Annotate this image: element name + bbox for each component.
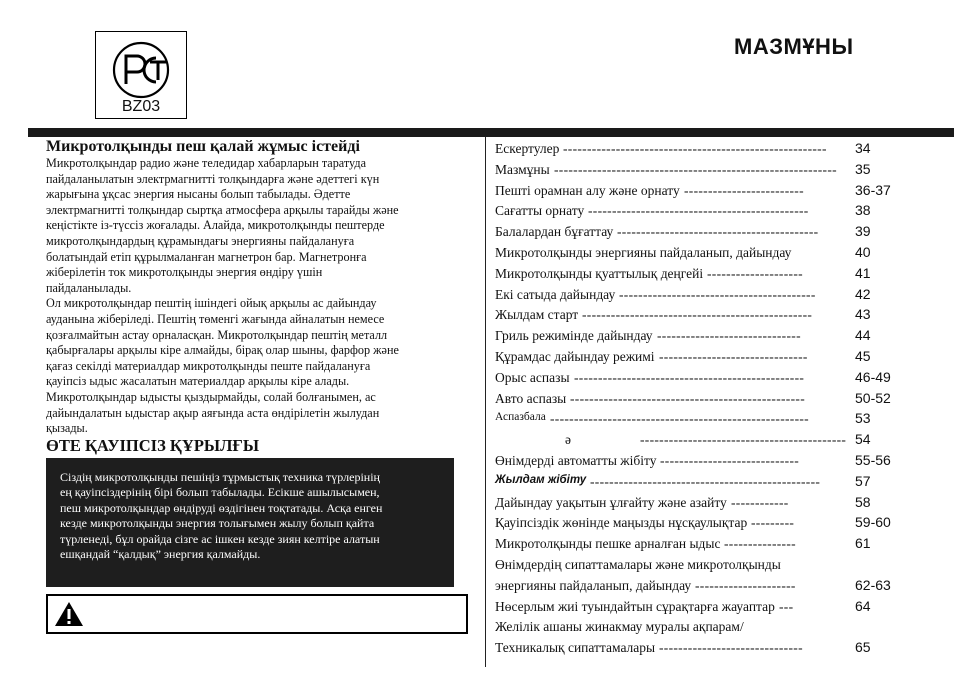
toc-entry	[495, 492, 935, 513]
toc-entry-page: 59-60	[855, 514, 891, 531]
toc-entry-page: 44	[855, 327, 871, 344]
toc-entry-title: Техникалық сипаттамалары	[495, 640, 656, 656]
toc-entry	[495, 325, 935, 346]
toc-entry-title: Микротолқынды энергияны пайдаланып, дайындау	[495, 244, 792, 260]
paragraph-line: жарығына ұқсас энергия нысаны болып табылады. Әдетте	[46, 187, 351, 202]
toc-entry-leader: ------------------------------	[657, 328, 801, 344]
table-of-contents	[495, 138, 935, 658]
logo-code: BZ03	[121, 98, 161, 115]
toc-entry	[495, 200, 935, 221]
toc-entry	[495, 284, 935, 305]
toc-entry	[495, 263, 935, 284]
toc-entry	[495, 512, 935, 533]
toc-entry-page: 42	[855, 285, 871, 302]
toc-entry-leader: -------------------------------------------------	[570, 390, 805, 406]
toc-entry-title: Нөсерлым жиі туындайтын сұрақтарға жауаптар	[495, 598, 775, 614]
toc-entry	[495, 388, 935, 409]
toc-entry-page: 41	[855, 264, 871, 281]
toc-entry-title: Микротолқынды қуаттылық деңгейі	[495, 265, 704, 281]
toc-entry-title: Құрамдас дайындау режимі	[495, 348, 655, 364]
toc-entry-leader: -----------------------------------------	[619, 286, 816, 302]
toc-entry	[495, 304, 935, 325]
section-heading-how-it-works: Микротолқынды пеш қалай жұмыс істейді	[46, 138, 360, 155]
paragraph-line: Ол микротолқындар пештің ішіндегі ойық арқылы ас дайындау	[46, 296, 377, 311]
notice-line: түрленеді, бұл орайда сізге ас ішкен кезде зиян келтіре алатын	[60, 531, 380, 546]
toc-entry-title: Ескертулер	[495, 141, 560, 156]
paragraph-line: қауіпсіз ыдыс жасалатын материалдар арқылы кіре алады.	[46, 374, 350, 389]
toc-entry-page: 39	[855, 223, 871, 240]
toc-entry-leader: --------------------	[707, 265, 803, 281]
toc-entry-title: Өнімдерді автоматты жібіту	[495, 452, 657, 468]
toc-entry-leader: -----------------------------	[660, 452, 800, 468]
toc-entry-title: Мазмұны	[495, 161, 550, 177]
certification-logo	[95, 31, 187, 119]
notice-line: ешқандай “қалдық” энергия қалмайды.	[60, 547, 261, 562]
toc-entry-leader: ---------	[751, 515, 795, 531]
notice-line: Сіздің микротолқынды пешіңіз тұрмыстық техника түрлерінің	[60, 470, 380, 484]
toc-entry-leader: -----------------------------------------------------------	[554, 161, 837, 177]
toc-entry-title: Орыс аспазы	[495, 369, 570, 385]
paragraph-line: болатындай етіп құрылмаланған магнетрон бар. Магнетронға	[46, 249, 367, 264]
notice-line: кезде микротолқынды энергия толығымен жылу болып қайта	[60, 516, 375, 531]
toc-entry-leader: ---	[779, 598, 794, 614]
toc-entry-title: Пешті орамнан алу және орнату	[495, 182, 680, 198]
toc-entry-page: 38	[855, 202, 871, 219]
toc-entry	[495, 159, 935, 180]
toc-entry-page: 65	[855, 639, 871, 656]
paragraph-line: қағаз секілді материалдар микротолқынды пеште пайдалануға	[46, 358, 371, 373]
toc-entry-title: Сағатты орнату	[495, 203, 585, 219]
toc-entry-leader: -------------------------------------------------------	[563, 141, 827, 156]
toc-entry-page: 54	[855, 431, 871, 448]
header-rule	[28, 128, 954, 137]
toc-entry-title: Қауіпсіздік жөнінде маңызды нұсқаулықтар	[495, 515, 748, 531]
toc-entry-page: 43	[855, 306, 871, 323]
paragraph-line: кеңістікте із-түссіз жоғалады. Алайда, микротолқынды пештерде	[46, 218, 385, 233]
body-paragraph	[46, 156, 456, 437]
page-title: МАЗМҰНЫ	[734, 34, 854, 59]
toc-entry-leader: ---------------	[724, 536, 796, 552]
toc-entry-leader: -------------------------------------------	[640, 432, 847, 448]
toc-entry-page: 62-63	[855, 576, 891, 593]
toc-entry	[495, 616, 935, 637]
toc-entry	[495, 575, 935, 596]
notice-line: ең қауіпсіздерінің бірі болып табылады. Есікше ашылысымен,	[60, 485, 380, 500]
toc-entry-page: 53	[855, 410, 871, 427]
toc-entry	[495, 221, 935, 242]
toc-entry	[495, 242, 935, 263]
toc-entry-page: 61	[855, 535, 871, 552]
toc-entry-leader: ------------------------------	[659, 640, 803, 656]
toc-entry-leader: -------------------------------	[659, 348, 808, 364]
toc-entry-title: Авто аспазы	[495, 390, 567, 406]
toc-entry-title: энергияны пайдаланып, дайындау	[495, 577, 692, 593]
toc-entry-title: Микротолқынды пешке арналған ыдыс	[495, 536, 721, 552]
paragraph-line: дайындалатын ыдыстар ақыр аяғында аста өндірілетін жылудан	[46, 405, 380, 420]
toc-entry	[495, 554, 935, 575]
toc-entry-title: Желілік ашаны жинакмау муралы ақпарам/	[495, 619, 744, 635]
toc-entry-page: 50-52	[855, 389, 891, 406]
toc-entry-page: 58	[855, 493, 871, 510]
toc-entry	[495, 180, 935, 201]
pct-mark-icon	[106, 40, 176, 100]
toc-entry-leader: ------------------------------------------------	[574, 369, 805, 385]
toc-entry-leader: ------------------------------------------------	[590, 473, 821, 489]
warning-triangle-icon	[54, 601, 84, 627]
toc-entry-title: Дайындау уақытын ұлғайту және азайту	[495, 494, 727, 510]
toc-entry-page: 34	[855, 140, 871, 156]
toc-entry-page: 46-49	[855, 368, 891, 385]
toc-entry	[495, 450, 935, 471]
safety-notice-box	[46, 458, 454, 587]
paragraph-line: қозғалмайтын астау орналасқан. Микротолқындар пештің металл	[46, 327, 388, 342]
toc-entry	[495, 471, 935, 492]
paragraph-line: электрмагнитті толқындар сыртқа атмосфера арқылы тарайды және	[46, 202, 399, 217]
toc-entry-page: 35	[855, 160, 871, 177]
section-heading-safety: ӨТЕ ҚАУІПСІЗ ҚҰРЫЛҒЫ	[46, 436, 260, 455]
toc-entry-leader: -------------------------	[684, 182, 804, 198]
toc-entry	[495, 429, 935, 450]
toc-entry-title: ә	[565, 432, 571, 448]
toc-entry-title: Өнімдердің сипаттамалары және микротолқынды	[495, 556, 781, 572]
toc-entry-leader: ------------------------------------------------------	[550, 411, 809, 427]
toc-entry-leader: ------------------------------------------	[617, 224, 819, 240]
warning-box	[46, 594, 468, 634]
toc-entry-leader: ------------	[731, 494, 789, 510]
toc-entry-title: Балалардан бұғаттау	[495, 224, 614, 240]
toc-entry-leader: ----------------------------------------------	[588, 203, 809, 219]
paragraph-line: пайдаланылатын электрмагнитті толқындарға және әдеттегі күн	[46, 171, 380, 186]
toc-entry-page: 40	[855, 243, 871, 260]
toc-entry-title: Жылдам старт	[495, 307, 579, 323]
toc-entry-page: 45	[855, 347, 871, 364]
toc-entry	[495, 408, 935, 429]
notice-line: пеш микротолқындар өндіруді өздігінен тоқтатады. Асқа енген	[60, 500, 383, 515]
toc-entry-leader: ---------------------	[695, 577, 796, 593]
paragraph-line: микротолқындардың құрамындағы энергияны пайдалануға	[46, 233, 355, 248]
paragraph-line: қызады.	[46, 421, 88, 436]
paragraph-line: ауданына жіберіледі. Пештің төменгі жағында айналатын немесе	[46, 311, 385, 326]
paragraph-line: Микротолқындар ыдысты қыздырмайды, солай болғанымен, ас	[46, 389, 376, 404]
toc-entry	[495, 367, 935, 388]
toc-entry	[495, 346, 935, 367]
toc-entry-page: 36-37	[855, 181, 891, 198]
toc-entry-title: Гриль режимінде дайындау	[495, 328, 653, 344]
toc-entry-title: Екі сатыда дайындау	[495, 286, 616, 302]
toc-entry-page: 57	[855, 472, 871, 489]
paragraph-line: қабырғалары арқылы кіре алмайды, бірақ олар шыны, фарфор және	[46, 343, 399, 358]
toc-entry-page: 64	[855, 597, 871, 614]
column-divider	[485, 137, 486, 667]
paragraph-line: Микротолқындар радио және теледидар хабарларын таратуда	[46, 156, 366, 170]
toc-entry-title: Жылдам жібіту	[495, 473, 587, 486]
toc-entry-leader: ------------------------------------------------	[582, 307, 813, 323]
paragraph-line: пайдаланылады.	[46, 280, 132, 295]
paragraph-line: жіберілетін ток микротолқынды энергия өндіру үшін	[46, 265, 323, 280]
toc-entry-title: Аспазбала	[495, 411, 546, 424]
toc-entry	[495, 138, 935, 159]
toc-entry-page: 55-56	[855, 451, 891, 468]
toc-entry	[495, 596, 935, 617]
toc-entry	[495, 637, 935, 658]
toc-entry	[495, 533, 935, 554]
